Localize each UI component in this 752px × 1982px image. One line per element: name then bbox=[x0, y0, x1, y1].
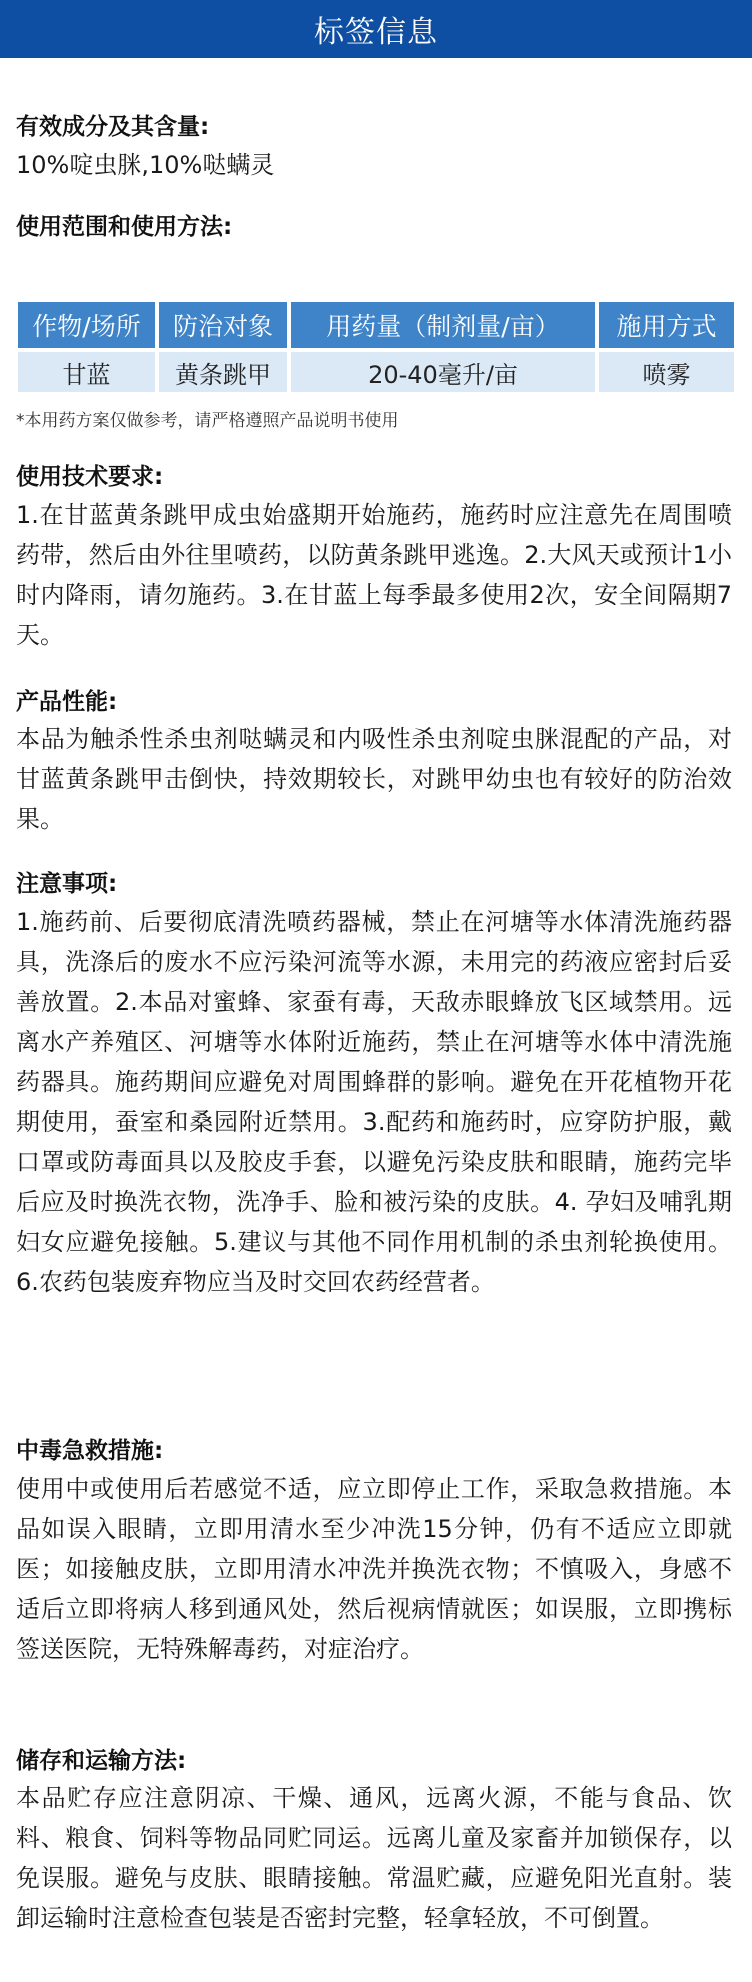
usage-table bbox=[18, 302, 734, 392]
header-cell-method: 施用方式 bbox=[599, 302, 734, 348]
first-aid-title: 中毒急救措施: bbox=[16, 1438, 164, 1464]
performance-text: 本品为触杀性杀虫剂哒螨灵和内吸性杀虫剂啶虫脒混配的产品，对甘蓝黄条跳甲击倒快，持效期较长，对跳甲幼虫也有较好的防治效果。 bbox=[16, 725, 732, 833]
header-cell-target: 防治对象 bbox=[159, 302, 287, 348]
usage-title: 使用范围和使用方法: bbox=[16, 214, 233, 240]
header-cell-dosage: 用药量（制剂量/亩） bbox=[291, 302, 595, 348]
first-aid-text: 使用中或使用后若感觉不适，应立即停止工作，采取急救措施。本品如误入眼睛，立即用清水至少冲洗15分钟，仍有不适应立即就医；如接触皮肤，立即用清水冲洗并换洗衣物；不慎吸入，身感不适后立即将病人移到通风处，然后视病情就医；如误服，立即携标签送医院，无特殊解毒药，对症治疗。 bbox=[16, 1475, 732, 1663]
cell-method: 喷雾 bbox=[599, 352, 734, 392]
page-header bbox=[0, 0, 752, 58]
table-row bbox=[18, 352, 734, 392]
table-header-row bbox=[18, 302, 734, 348]
precautions-title: 注意事项: bbox=[16, 871, 118, 897]
ingredients-value: 10%啶虫脒,10%哒螨灵 bbox=[16, 151, 275, 179]
storage-text: 本品贮存应注意阴凉、干燥、通风，远离火源，不能与食品、饮料、粮食、饲料等物品同贮同运。远离儿童及家畜并加锁保存，以免误服。避免与皮肤、眼睛接触。常温贮藏，应避免阳光直射。装卸运输时注意检查包装是否密封完整，轻拿轻放，不可倒置。 bbox=[16, 1784, 732, 1932]
cell-target: 黄条跳甲 bbox=[159, 352, 287, 392]
storage-title: 储存和运输方法: bbox=[16, 1748, 187, 1774]
header-cell-crop: 作物/场所 bbox=[18, 302, 155, 348]
usage-note: *本用药方案仅做参考，请严格遵照产品说明书使用 bbox=[16, 411, 399, 431]
technical-text: 1.在甘蓝黄条跳甲成虫始盛期开始施药，施药时应注意先在周围喷药带，然后由外往里喷药，以防黄条跳甲逃逸。2.大风天或预计1小时内降雨，请勿施药。3.在甘蓝上每季最多使用2次，安全间隔期7天。 bbox=[16, 501, 732, 649]
page-title: 标签信息 bbox=[314, 15, 438, 50]
ingredients-title: 有效成分及其含量: bbox=[16, 114, 210, 140]
cell-dosage: 20-40毫升/亩 bbox=[291, 352, 595, 392]
precautions-text: 1.施药前、后要彻底清洗喷药器械，禁止在河塘等水体清洗施药器具，洗涤后的废水不应污染河流等水源，未用完的药液应密封后妥善放置。2.本品对蜜蜂、家蚕有毒，天敌赤眼蜂放飞区域禁用。远离水产养殖区、河塘等水体附近施药，禁止在河塘等水体中清洗施药器具。施药期间应避免对周围蜂群的影响。避免在开花植物开花期使用，蚕室和桑园附近禁用。3.配药和施药时，应穿防护服，戴口罩或防毒面具以及胶皮手套，以避免污染皮肤和眼睛，施药完毕后应及时换洗衣物，洗净手、脸和被污染的皮肤。4. 孕妇及哺乳期妇女应避免接触。5.建议与其他不同作用机制的杀虫剂轮换使用。6.农药包装废弃物应当及时交回农药经营者。 bbox=[16, 908, 732, 1296]
technical-title: 使用技术要求: bbox=[16, 464, 164, 490]
performance-title: 产品性能: bbox=[16, 689, 118, 715]
cell-crop: 甘蓝 bbox=[18, 352, 155, 392]
